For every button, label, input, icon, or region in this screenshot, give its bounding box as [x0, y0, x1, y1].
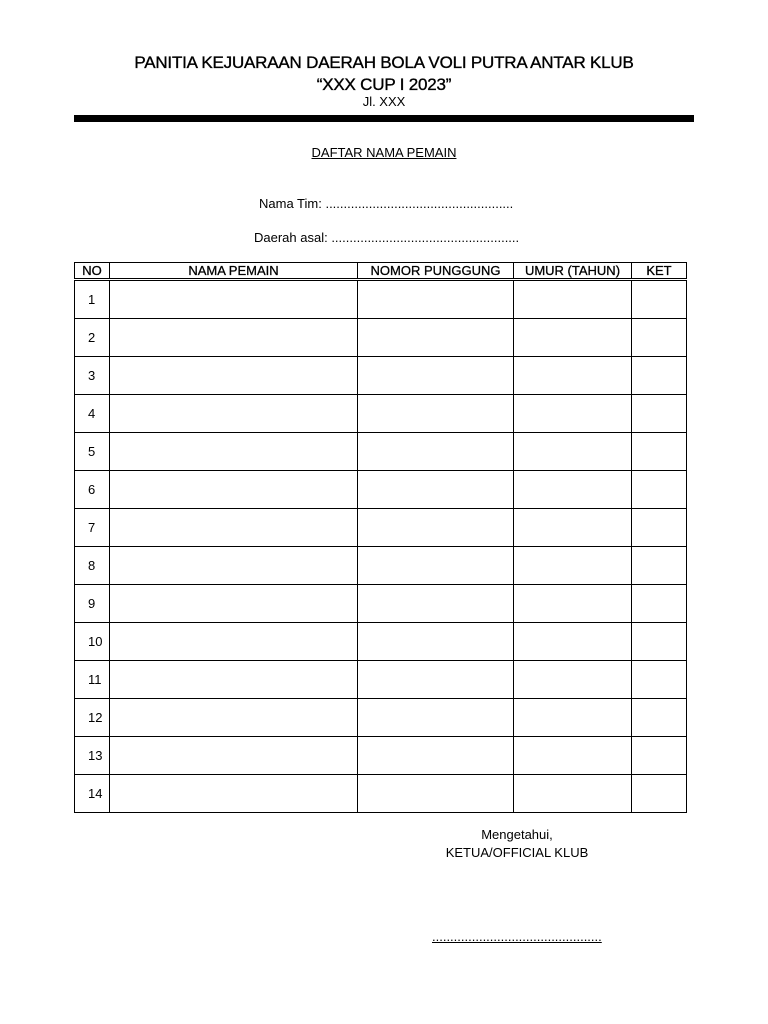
age-cell[interactable]	[514, 775, 632, 813]
row-number: 1	[75, 280, 110, 319]
row-number: 13	[75, 737, 110, 775]
column-header-note: KET	[632, 263, 687, 280]
jersey-number-cell[interactable]	[358, 319, 514, 357]
table-row	[75, 509, 687, 547]
event-name: “XXX CUP I 2023”	[316, 75, 452, 94]
age-cell[interactable]	[514, 357, 632, 395]
jersey-number-cell[interactable]	[358, 661, 514, 699]
address: Jl. XXX	[362, 94, 406, 109]
table-row	[75, 775, 687, 813]
note-cell[interactable]	[632, 433, 687, 471]
table-row	[75, 433, 687, 471]
committee-title: PANITIA KEJUARAAN DAERAH BOLA VOLI PUTRA ANTAR KLUB	[134, 53, 634, 72]
jersey-number-cell[interactable]	[358, 395, 514, 433]
player-name-cell[interactable]	[110, 433, 358, 471]
row-number: 5	[75, 433, 110, 471]
jersey-number-cell[interactable]	[358, 433, 514, 471]
note-cell[interactable]	[632, 661, 687, 699]
note-cell[interactable]	[632, 699, 687, 737]
age-cell[interactable]	[514, 547, 632, 585]
note-cell[interactable]	[632, 623, 687, 661]
note-cell[interactable]	[632, 471, 687, 509]
table-row	[75, 395, 687, 433]
player-name-cell[interactable]	[110, 661, 358, 699]
player-name-cell[interactable]	[110, 623, 358, 661]
note-cell[interactable]	[632, 357, 687, 395]
jersey-number-cell[interactable]	[358, 699, 514, 737]
signatory-role: KETUA/OFFICIAL KLUB	[445, 845, 589, 860]
column-header-jersey-number: NOMOR PUNGGUNG	[358, 263, 514, 280]
jersey-number-cell[interactable]	[358, 775, 514, 813]
table-row	[75, 471, 687, 509]
note-cell[interactable]	[632, 547, 687, 585]
jersey-number-cell[interactable]	[358, 280, 514, 319]
row-number: 12	[75, 699, 110, 737]
row-number: 7	[75, 509, 110, 547]
column-header-no: NO	[75, 263, 110, 280]
player-name-cell[interactable]	[110, 395, 358, 433]
column-header-age: UMUR (TAHUN)	[514, 263, 632, 280]
jersey-number-cell[interactable]	[358, 737, 514, 775]
row-number: 11	[75, 661, 110, 699]
row-number: 6	[75, 471, 110, 509]
table-row	[75, 357, 687, 395]
age-cell[interactable]	[514, 661, 632, 699]
column-header-player-name: NAMA PEMAIN	[110, 263, 358, 280]
note-cell[interactable]	[632, 585, 687, 623]
player-name-cell[interactable]	[110, 585, 358, 623]
team-name-field: Nama Tim: ....................................................	[259, 196, 514, 211]
jersey-number-cell[interactable]	[358, 585, 514, 623]
note-cell[interactable]	[632, 737, 687, 775]
table-row	[75, 699, 687, 737]
player-name-cell[interactable]	[110, 471, 358, 509]
note-cell[interactable]	[632, 509, 687, 547]
player-name-cell[interactable]	[110, 699, 358, 737]
player-name-cell[interactable]	[110, 737, 358, 775]
age-cell[interactable]	[514, 395, 632, 433]
age-cell[interactable]	[514, 319, 632, 357]
player-name-cell[interactable]	[110, 775, 358, 813]
note-cell[interactable]	[632, 319, 687, 357]
age-cell[interactable]	[514, 699, 632, 737]
jersey-number-cell[interactable]	[358, 509, 514, 547]
acknowledged-label: Mengetahui,	[481, 827, 553, 842]
note-cell[interactable]	[632, 775, 687, 813]
age-cell[interactable]	[514, 623, 632, 661]
row-number: 14	[75, 775, 110, 813]
table-row	[75, 280, 687, 319]
table-row	[75, 547, 687, 585]
table-row	[75, 585, 687, 623]
row-number: 3	[75, 357, 110, 395]
document-heading: DAFTAR NAMA PEMAIN	[311, 145, 457, 160]
row-number: 9	[75, 585, 110, 623]
player-name-cell[interactable]	[110, 509, 358, 547]
player-name-cell[interactable]	[110, 280, 358, 319]
age-cell[interactable]	[514, 737, 632, 775]
note-cell[interactable]	[632, 280, 687, 319]
jersey-number-cell[interactable]	[358, 623, 514, 661]
row-number: 10	[75, 623, 110, 661]
table-row	[75, 623, 687, 661]
table-row	[75, 661, 687, 699]
header-divider	[74, 115, 694, 122]
player-table	[74, 262, 687, 813]
row-number: 8	[75, 547, 110, 585]
row-number: 2	[75, 319, 110, 357]
player-rows	[75, 280, 687, 813]
origin-field: Daerah asal: ....................................................	[254, 230, 520, 245]
table-row	[75, 319, 687, 357]
age-cell[interactable]	[514, 433, 632, 471]
jersey-number-cell[interactable]	[358, 471, 514, 509]
age-cell[interactable]	[514, 509, 632, 547]
jersey-number-cell[interactable]	[358, 547, 514, 585]
age-cell[interactable]	[514, 471, 632, 509]
note-cell[interactable]	[632, 395, 687, 433]
age-cell[interactable]	[514, 585, 632, 623]
jersey-number-cell[interactable]	[358, 357, 514, 395]
player-name-cell[interactable]	[110, 319, 358, 357]
table-row	[75, 737, 687, 775]
row-number: 4	[75, 395, 110, 433]
age-cell[interactable]	[514, 280, 632, 319]
player-name-cell[interactable]	[110, 547, 358, 585]
player-name-cell[interactable]	[110, 357, 358, 395]
signature-line: ...............................................	[432, 929, 602, 944]
table-header-row	[75, 263, 687, 280]
